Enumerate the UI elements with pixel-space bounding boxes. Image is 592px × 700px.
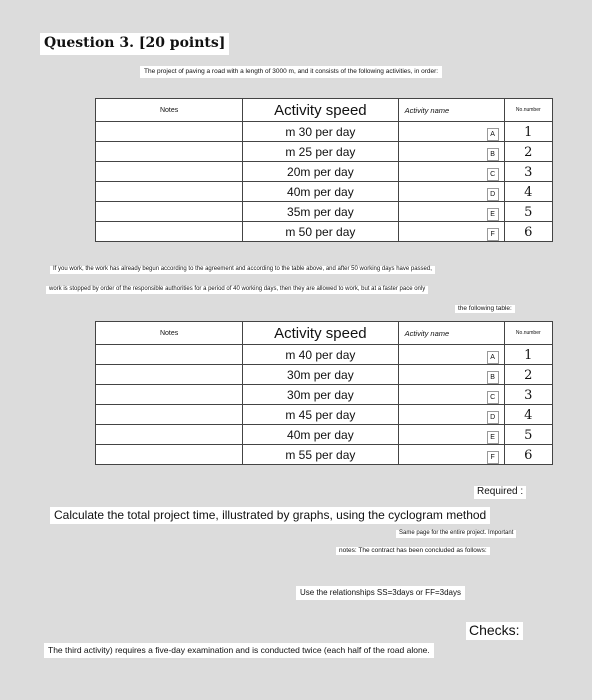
- table-row: [96, 425, 553, 445]
- activity-letter: C: [487, 391, 499, 404]
- activity-letter: B: [487, 371, 499, 384]
- activity-letter: C: [487, 168, 499, 181]
- activity-number: 1: [524, 124, 533, 140]
- speed-cell: m 50 per day: [285, 224, 356, 239]
- header-activity-speed: Activity speed: [243, 322, 398, 345]
- speed-cell: m 25 per day: [285, 144, 356, 159]
- activity-number: 2: [524, 367, 533, 383]
- activity-letter: A: [487, 128, 499, 141]
- table-row: [96, 222, 553, 242]
- header-number: No.number: [504, 322, 552, 345]
- notes-cell: [96, 345, 243, 365]
- relationships-text: Use the relationships SS=3days or FF=3days: [296, 586, 465, 600]
- activity-letter: E: [487, 208, 499, 221]
- activity-letter: D: [487, 411, 499, 424]
- activity-number: 5: [524, 204, 533, 220]
- required-label: Required :: [474, 486, 526, 499]
- speed-cell: 30m per day: [287, 387, 354, 402]
- speed-cell: 30m per day: [287, 367, 354, 382]
- activity-number: 6: [524, 447, 533, 463]
- table-row: [96, 405, 553, 425]
- required-text: Calculate the total project time, illustrated by graphs, using the cyclogram method: [50, 507, 490, 524]
- paragraph-line-3: the following table:: [455, 305, 515, 313]
- table-row: [96, 162, 553, 182]
- speed-cell: 40m per day: [287, 184, 354, 199]
- intro-text: The project of paving a road with a length of 3000 m, and it consists of the following activities, in order:: [140, 66, 442, 78]
- header-number: No.number: [504, 99, 552, 122]
- notes-cell: [96, 222, 243, 242]
- speed-cell: m 30 per day: [285, 124, 356, 139]
- notes-cell: [96, 425, 243, 445]
- activity-letter: D: [487, 188, 499, 201]
- notes-cell: [96, 385, 243, 405]
- paragraph-line-2: work is stopped by order of the responsible authorities for a period of 40 working days, then they are allowed to work, but at a faster pace only: [46, 286, 428, 294]
- activity-number: 5: [524, 427, 533, 443]
- notes-cell: [96, 365, 243, 385]
- table-header-row: [96, 322, 553, 345]
- header-activity-name: Activity name: [398, 322, 504, 345]
- table-row: [96, 142, 553, 162]
- table-row: [96, 345, 553, 365]
- header-activity-name: Activity name: [398, 99, 504, 122]
- header-activity-speed: Activity speed: [243, 99, 398, 122]
- activity-table-2: [95, 321, 553, 465]
- speed-cell: m 55 per day: [285, 447, 356, 462]
- checks-label: Checks:: [466, 622, 523, 640]
- notes-cell: [96, 182, 243, 202]
- table-row: [96, 445, 553, 465]
- activity-letter: B: [487, 148, 499, 161]
- activity-number: 6: [524, 224, 533, 240]
- notes-cell: [96, 162, 243, 182]
- speed-cell: 20m per day: [287, 164, 354, 179]
- header-notes: Notes: [96, 322, 243, 345]
- table-row: [96, 202, 553, 222]
- notes-line-2: notes: The contract has been concluded as follows:: [336, 547, 490, 555]
- activity-letter: F: [487, 228, 499, 241]
- notes-line-1: Same page for the entire project. Important: [396, 530, 516, 538]
- table-row: [96, 182, 553, 202]
- activity-number: 4: [524, 184, 533, 200]
- paragraph-line-1: If you work, the work has already begun according to the agreement and according to the table above, and after 50 working days have passed,: [50, 266, 435, 274]
- notes-cell: [96, 142, 243, 162]
- activity-number: 1: [524, 347, 533, 363]
- activity-number: 2: [524, 144, 533, 160]
- notes-cell: [96, 445, 243, 465]
- notes-cell: [96, 122, 243, 142]
- notes-cell: [96, 405, 243, 425]
- speed-cell: 40m per day: [287, 427, 354, 442]
- activity-number: 3: [524, 164, 533, 180]
- activity-number: 3: [524, 387, 533, 403]
- checks-text: The third activity) requires a five-day examination and is conducted twice (each half of the road alone.: [44, 643, 434, 658]
- table-row: [96, 122, 553, 142]
- activity-table-1: [95, 98, 553, 242]
- notes-cell: [96, 202, 243, 222]
- activity-letter: A: [487, 351, 499, 364]
- activity-letter: E: [487, 431, 499, 444]
- speed-cell: m 45 per day: [285, 407, 356, 422]
- activity-letter: F: [487, 451, 499, 464]
- speed-cell: 35m per day: [287, 204, 354, 219]
- table-row: [96, 385, 553, 405]
- activity-number: 4: [524, 407, 533, 423]
- header-notes: Notes: [96, 99, 243, 122]
- question-title: Question 3. [20 points]: [40, 33, 229, 55]
- table-row: [96, 365, 553, 385]
- speed-cell: m 40 per day: [285, 347, 356, 362]
- table-header-row: [96, 99, 553, 122]
